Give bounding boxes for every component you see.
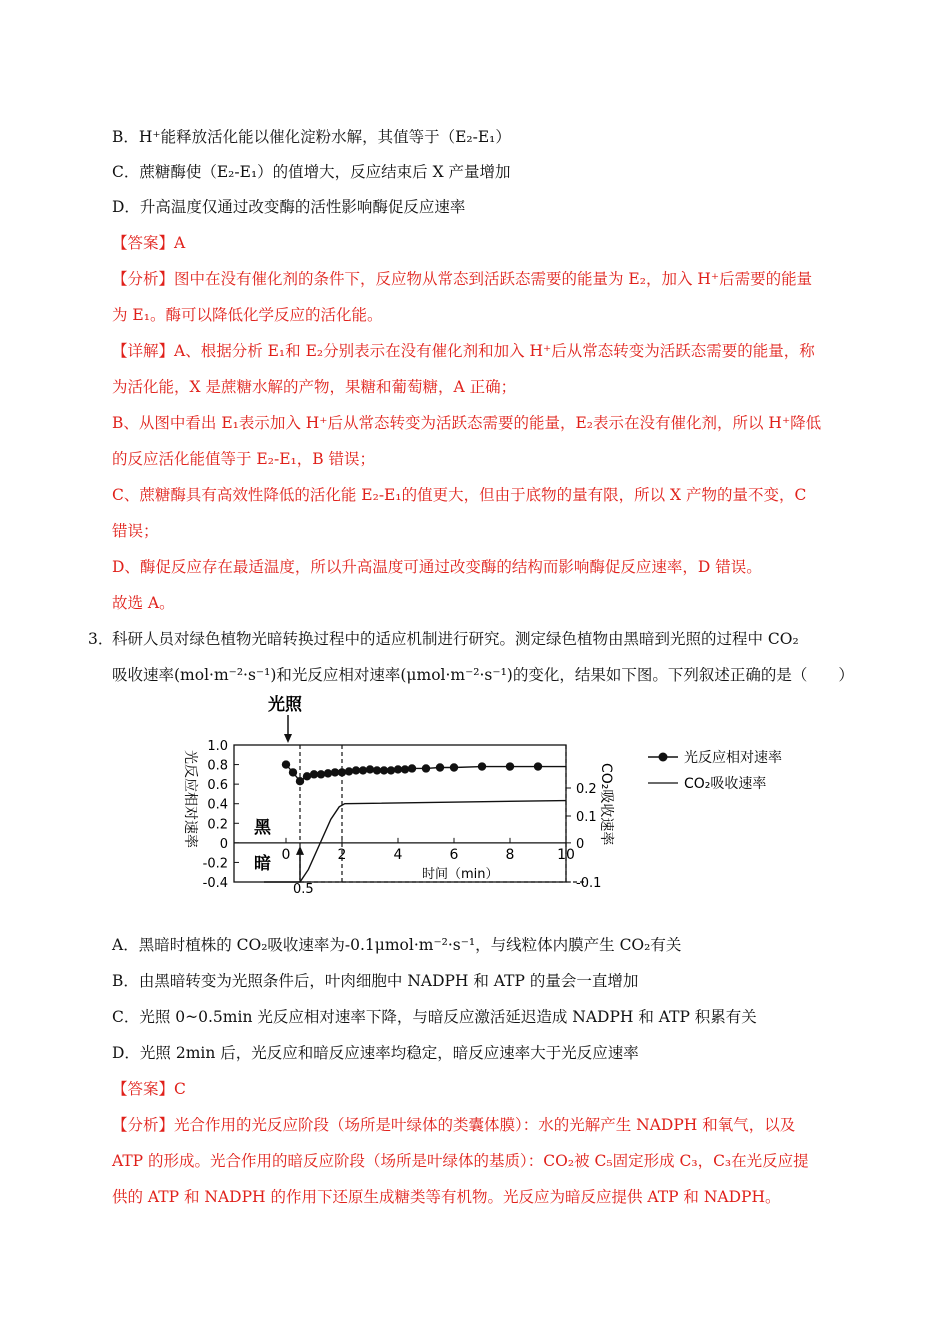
analysis-3: 【分析】光合作用的光反应阶段（场所是叶绿体的类囊体膜）：水的光解产生 NADPH 和氧气，以及	[112, 1116, 796, 1134]
x-tick-label: 4	[393, 846, 403, 863]
half-min-arrow-head	[296, 846, 304, 855]
light-rate-point	[408, 764, 416, 772]
co2-line	[264, 801, 566, 882]
light-rate-point	[478, 762, 486, 770]
dark-label-1: 黑	[254, 818, 271, 838]
detail-3: B、从图中看出 E₁表示加入 H⁺后从常态转变为活跃态需要的能量，E₂表示在没有催化剂，所以 H⁺降低	[112, 414, 822, 432]
text-c: C．蔗糖酶使（E₂-E₁）的值增大，反应结束后 X 产量增加	[112, 163, 511, 181]
right-tick-label: 0	[576, 836, 585, 852]
left-tick-label: 0.2	[207, 817, 228, 833]
left-tick-label: 0.4	[207, 797, 228, 813]
x-axis-title: 时间（min）	[422, 867, 499, 882]
choose: 故选 A。	[112, 594, 175, 612]
light-arrow-head	[284, 734, 292, 743]
question-3-line-2: 吸收速率(mol·m⁻²·s⁻¹)和光反应相对速率(μmol·m⁻²·s⁻¹)的变化，结果如下图。下列叙述正确的是（ ）	[112, 666, 854, 684]
analysis-2: 为 E₁。酶可以降低化学反应的活化能。	[112, 306, 383, 324]
left-tick-label: 0.6	[207, 778, 228, 794]
right-tick-label: 0.1	[576, 810, 597, 825]
x-tick-label: 2	[337, 846, 347, 863]
question-number: 3．	[88, 630, 114, 648]
left-tick-label: 1.0	[207, 739, 228, 754]
detail-7: D、酶促反应存在最适温度，所以升高温度可通过改变酶的结构而影响酶促反应速率，D 错误。	[112, 558, 762, 576]
x-tick-label: 0	[281, 846, 291, 863]
option-a: A．黑暗时植株的 CO₂吸收速率为-0.1μmol·m⁻²·s⁻¹，与线粒体内膜产生 CO₂有关	[112, 936, 682, 954]
legend	[648, 749, 782, 792]
left-axis-title: 光反应相对速率	[182, 750, 198, 848]
x-tick-label: 10	[557, 846, 575, 863]
detail-1: 【详解】A、根据分析 E₁和 E₂分别表示在没有催化剂和加入 H⁺后从常态转变为活跃态需要的能量，称	[112, 342, 815, 360]
light-rate-point	[422, 764, 430, 772]
light-rate-point	[296, 777, 304, 785]
chart	[170, 688, 810, 898]
answer-2: 【答案】C	[112, 1080, 186, 1098]
right-axis-title: CO₂吸收速率	[598, 763, 614, 846]
option-b: B．由黑暗转变为光照条件后，叶肉细胞中 NADPH 和 ATP 的量会一直增加	[112, 972, 639, 990]
light-rate-point	[506, 762, 514, 770]
detail-6: 错误；	[112, 522, 159, 540]
dark-label-2: 暗	[254, 854, 271, 874]
option-d: D．光照 2min 后，光反应和暗反应速率均稳定，暗反应速率大于光反应速率	[112, 1044, 639, 1062]
legend-dot-label: 光反应相对速率	[684, 750, 782, 766]
right-tick-label: 0.2	[576, 782, 597, 797]
question-3-line-1: 科研人员对绿色植物光暗转换过程中的适应机制进行研究。测定绿色植物由黑暗到光照的过程中 CO₂	[112, 630, 799, 648]
light-label: 光照	[268, 695, 302, 715]
right-tick-label: -0.1	[576, 876, 602, 891]
x-tick-label: 8	[505, 846, 515, 863]
x-tick-label: 6	[449, 846, 459, 863]
analysis-5: 供的 ATP 和 NADPH 的作用下还原生成糖类等有机物。光反应为暗反应提供 ATP 和 NADPH。	[112, 1188, 781, 1206]
detail-4: 的反应活化能值等于 E₂-E₁，B 错误；	[112, 450, 376, 468]
x-half-label: 0.5	[293, 882, 314, 897]
legend-line-label: CO₂吸收速率	[684, 776, 767, 792]
light-rate-point	[289, 768, 297, 776]
left-tick-label: -0.2	[202, 856, 228, 872]
detail-2: 为活化能，X 是蔗糖水解的产物，果糖和葡萄糖，A 正确；	[112, 378, 517, 396]
light-rate-point	[436, 763, 444, 771]
left-tick-label: -0.4	[202, 876, 228, 891]
analysis-1: 【分析】图中在没有催化剂的条件下，反应物从常态到活跃态需要的能量为 E₂，加入 H⁺后需要的能量	[112, 270, 813, 288]
detail-5: C、蔗糖酶具有高效性降低的活化能 E₂-E₁的值更大，但由于底物的量有限，所以 X 产物的量不变，C	[112, 486, 807, 504]
light-rate-point	[450, 763, 458, 771]
chart-static	[182, 694, 782, 897]
text-d: D．升高温度仅通过改变酶的活性影响酶促反应速率	[112, 198, 466, 216]
option-c: C．光照 0~0.5min 光反应相对速率下降，与暗反应激活延迟造成 NADPH 和 ATP 积累有关	[112, 1008, 757, 1026]
left-tick-label: 0	[219, 836, 228, 852]
text-b: B．H⁺能释放活化能以催化淀粉水解，其值等于（E₂-E₁）	[112, 128, 511, 146]
light-rate-point	[282, 760, 290, 768]
left-tick-label: 0.8	[207, 758, 228, 774]
analysis-4: ATP 的形成。光合作用的暗反应阶段（场所是叶绿体的基质）：CO₂被 C₅固定形成 C₃，C₃在光反应提	[112, 1152, 809, 1170]
answer-1: 【答案】A	[112, 234, 186, 252]
